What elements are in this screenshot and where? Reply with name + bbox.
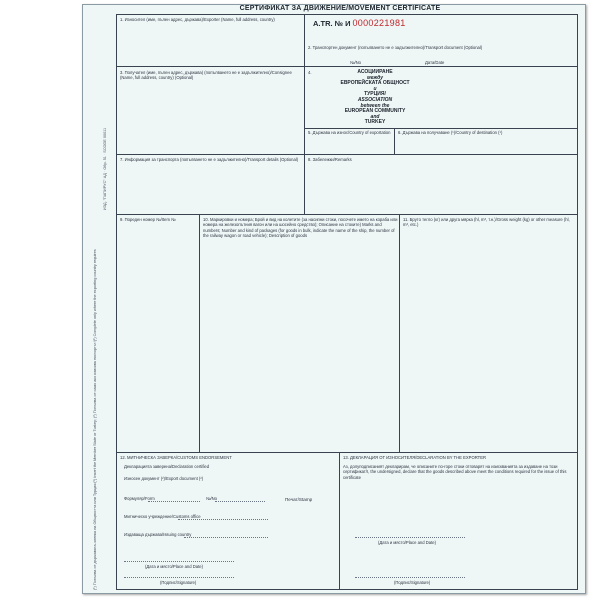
box-5-label: 5. Държава на износ/Country of exportation bbox=[308, 130, 391, 135]
box-12-label: 12. МИТНИЧЕСКА ЗАВЕРКА/CUSTOMS ENDORSEMENT bbox=[120, 455, 232, 460]
assoc-line-7: between the bbox=[360, 102, 390, 109]
box-7-transport-details[interactable] bbox=[117, 155, 305, 215]
customs-issuing-country-line[interactable] bbox=[184, 537, 268, 538]
box-11-label: 11. Бруто тегло (кг) или друга мярка (hl, m³, т.н.)/Gross weight (kg) or other measure (hl, m³, etc.) bbox=[403, 217, 570, 228]
box-1-exporter[interactable] bbox=[117, 15, 305, 67]
box-2-date-label: Дата/Date bbox=[425, 60, 445, 65]
customs-place-date-line[interactable] bbox=[124, 561, 234, 562]
box-3-label: 3. Получател (име, пълен адрес, държава) (попълването не е задължително)/Consignee (Name, full address, country) (Optional) bbox=[120, 70, 292, 81]
exporter-declaration-text: Аз, долуподписаният декларирам, че описаните по-горе стоки отговарят на изискванията за издаване на този сертификат/I, the undersigned, declare that the goods described above meet the conditions required for the issue of this certificate bbox=[343, 464, 567, 480]
assoc-line-6: ASSOCIATION bbox=[357, 96, 393, 103]
box-6-label: 6. Държава на получаване (¹)/Country of destination (¹) bbox=[398, 130, 503, 135]
assoc-line-3: ЕВРОПЕЙСКАТА ОБЩНОСТ bbox=[340, 80, 410, 87]
atr-number-field bbox=[313, 18, 406, 28]
box-9-label: 9. Пореден номер №/Item № bbox=[120, 217, 176, 222]
customs-stamp-label: Печат/Stamp bbox=[285, 497, 313, 502]
customs-signature-line[interactable] bbox=[124, 577, 234, 578]
assoc-line-10: TURKEY bbox=[364, 119, 386, 126]
customs-declaration-certified: Декларацията заверена/Declaration certified bbox=[124, 464, 210, 469]
exporter-place-date-line[interactable] bbox=[355, 537, 465, 538]
assoc-line-5: ТУРЦИЯ/ bbox=[364, 91, 386, 98]
customs-no-label: №/No bbox=[206, 496, 218, 501]
customs-no-line[interactable] bbox=[215, 501, 265, 502]
box-13-label: 13. ДЕКЛАРАЦИЯ ОТ ИЗНОСИТЕЛЯ/DECLARATION BY THE EXPORTER bbox=[343, 455, 487, 460]
certificate-title: СЕРТИФИКАТ ЗА ДВИЖЕНИЕ/MOVEMENT CERTIFICATE bbox=[239, 5, 441, 12]
exporter-signature-label: (Подпис/Signature) bbox=[394, 580, 431, 585]
assoc-line-4: и bbox=[373, 85, 377, 92]
box-8-label: 8. Забележки/Remarks bbox=[308, 157, 352, 162]
customs-place-date-label: (Дата и място/Place and Date) bbox=[145, 564, 203, 569]
box-11-gross-weight[interactable] bbox=[400, 215, 577, 453]
assoc-line-2: между bbox=[367, 74, 383, 81]
box-2-label: 2. Транспортен документ (попълването не е задължително)/Transport document (Optional) bbox=[308, 45, 483, 50]
box-9-item-number[interactable] bbox=[117, 215, 200, 453]
box-1-label: 1. Износител (име, пълен адрес, държава)/Exporter (Name, full address, country) bbox=[120, 17, 275, 22]
box-10-label: 10. Маркировки и номера; Брой и вид на колетите (за насипни стоки, посочете името на кораба или номера на железопътния вагон или на шосейно средство); Описание на стоките) Marks and numbers; Number and kind of packages (for goods in bulk, indicate the name of the ship, the number of the railway wagon or road vehicle); Description of goods bbox=[203, 217, 398, 238]
box-4-label: 4. bbox=[308, 70, 312, 75]
customs-office-line[interactable] bbox=[178, 519, 268, 520]
box-10-marks-description[interactable] bbox=[200, 215, 400, 453]
customs-issuing-country-label: Издаваща държава/Issuing country bbox=[124, 532, 192, 537]
exporter-place-date-label: (Дата и място/Place and Date) bbox=[378, 540, 436, 545]
assoc-line-1: АСОЦИИРАНЕ bbox=[357, 69, 393, 75]
exporter-signature-line[interactable] bbox=[355, 577, 465, 578]
assoc-line-8: EUROPEAN COMMUNITY bbox=[344, 108, 406, 115]
customs-form-line[interactable] bbox=[148, 501, 200, 502]
customs-export-document: Износен документ (²)/Export document (²) bbox=[124, 476, 204, 481]
customs-office-label: Митническо учреждение/Customs office bbox=[124, 514, 201, 519]
box-7-label: 7. Информация за транспорта (попълването не е задължително)/Transport details (Optional) bbox=[120, 157, 299, 162]
atr-serial-number: 0000221981 bbox=[352, 18, 406, 28]
box-8-remarks[interactable] bbox=[305, 155, 577, 215]
association-block bbox=[305, 70, 445, 126]
customs-signature-label: (Подпис/Signature) bbox=[160, 580, 197, 585]
printer-note-vertical: ИЗД. "ПАПИРУС" АД · Обр. 51 · SCODE 00011 bbox=[103, 127, 107, 210]
box-2-no-label: №/No bbox=[350, 60, 362, 65]
footnote-vertical: (¹) Попълва се държавата-членка на Общността или Турция/(¹) Insert the Member State or Turkey; (²) Попълва се само ако изисква експортът/(²) Complete only where the exporting country requires bbox=[93, 249, 97, 590]
atr-label: A.TR. № И bbox=[313, 19, 351, 28]
assoc-line-9: and bbox=[370, 113, 380, 120]
customs-form-label: Формуляр/Form bbox=[124, 496, 155, 501]
